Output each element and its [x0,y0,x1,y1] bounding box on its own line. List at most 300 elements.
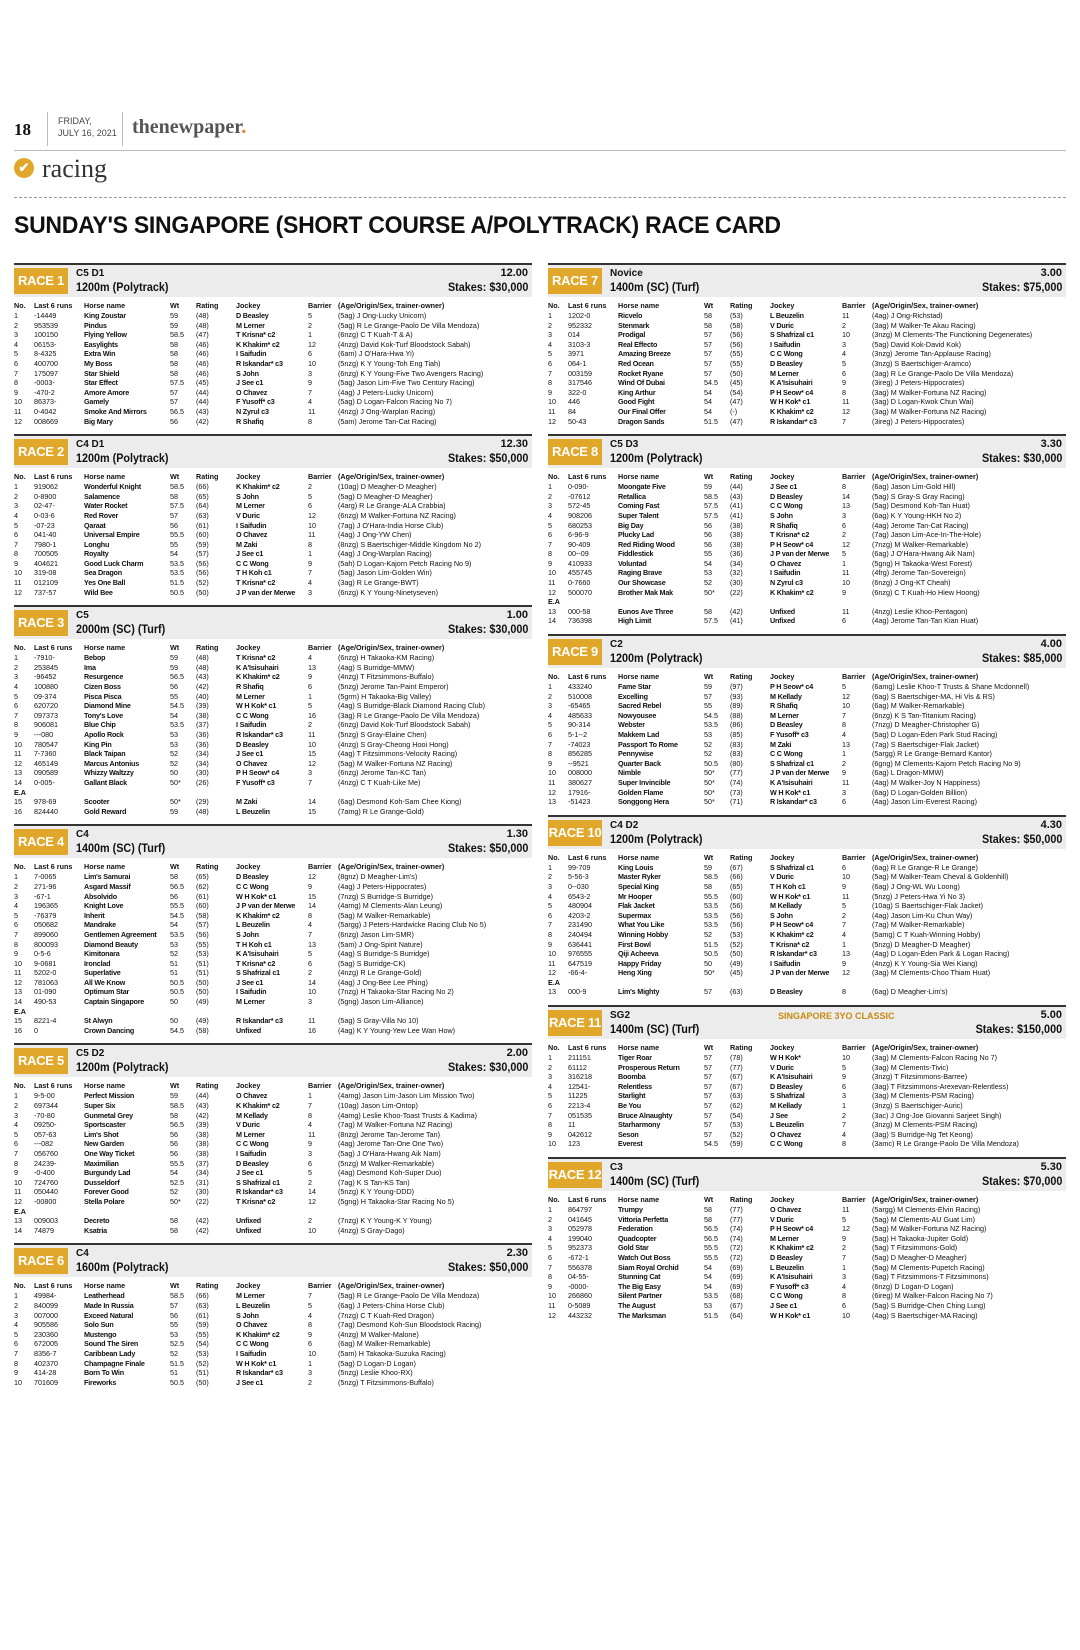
cell-horse: Bruce Alnaughty [618,1110,673,1120]
table-row [14,701,532,711]
cell-wt: 53.5 [170,568,184,578]
cell-no: 5 [14,1329,18,1339]
cell-runs: 050440 [34,1187,58,1197]
cell-wt: 57.5 [704,616,718,626]
column-header-info: (Age/Origin/Sex, trainer-owner) [872,1195,979,1204]
cell-info: (5gng) Jason Lim-Alliance) [338,997,424,1007]
cell-info: (5argg) M Clements-Elvin Racing) [872,1205,981,1214]
cell-no: 14 [14,1225,22,1235]
cell-barrier: 7 [308,568,312,578]
cell-info: (6gng) M Clements-Kajorn Petch Racing No 9) [872,758,1021,768]
table-row [14,978,532,988]
table-row [548,378,1066,388]
table-row [548,749,1066,759]
cell-runs: 056760 [34,1149,58,1158]
cell-info: (5ag) M Clements-AU Guat Lim) [872,1214,976,1224]
cell-barrier: 11 [308,1016,316,1026]
cell-runs: 433240 [568,682,592,692]
cell-no: 2 [548,1214,552,1224]
table-row [548,872,1066,882]
dateline-date: JULY 16, 2021 [58,128,117,138]
cell-horse: Pennywise [618,749,654,759]
cell-info: (5ag) S Burridge-Chen Ching Lung) [872,1300,986,1310]
cell-wt: 50* [704,777,715,787]
cell-horse: Sound The Siren [84,1339,139,1349]
cell-wt: 59 [704,682,712,692]
cell-wt: 53 [704,730,712,739]
cell-runs: 410933 [568,558,592,568]
cell-barrier: 5 [308,491,312,501]
column-header-barrier: Barrier [842,1043,866,1053]
cell-jockey: P H Seow* c4 [770,1224,814,1234]
cell-horse: Born To Win [84,1368,124,1378]
cell-info: (5ag) D Meagher-D Meagher) [338,491,433,501]
dateline-day: FRIDAY, [58,116,92,126]
column-header-runs: Last 6 runs [34,301,73,310]
cell-horse: New Garden [84,1139,124,1149]
cell-wt: 52 [170,749,178,759]
cell-info: (3nzg) Jerome Tan-Applause Racing) [872,349,991,359]
emergency-acceptor-label [14,1207,532,1217]
cell-jockey: O Chavez [236,758,268,768]
cell-rating: (59) [196,1320,209,1330]
race-table [548,300,1066,426]
race-card [14,263,532,426]
cell-no: 11 [14,1187,22,1197]
table-row [14,417,532,427]
cell-rating: (29) [196,797,209,807]
cell-jockey: S Shafrizal c1 [236,968,280,978]
cell-rating: (66) [730,872,743,882]
cell-barrier: 4 [842,929,846,939]
cell-wt: 53 [704,568,712,578]
column-header-horse: Horse name [84,472,126,482]
brand-name: thenewpaper [132,116,242,138]
cell-no: 4 [548,891,552,901]
cell-no: 2 [14,881,18,891]
column-header-barrier: Barrier [842,672,866,682]
cell-barrier: 2 [308,720,312,730]
cell-horse: Marcus Antonius [84,758,140,768]
cell-horse: Passport To Rome [618,739,678,749]
race-distance: 1600m (Polytrack) [76,1260,169,1275]
table-row [14,1026,532,1036]
cell-runs: 404621 [34,558,58,568]
cell-info: (6ag) J Ong-WL Wu Loong) [872,881,960,891]
cell-horse: Superlative [84,968,121,978]
cell-info: (5am) J Ong-Spirit Nature) [338,939,423,949]
cell-info: (4ag) D Logan-Eden Park & Logan Racing) [872,949,1010,959]
table-row [14,749,532,759]
table-header-row [14,300,532,311]
race-badge: RACE 12 [548,1162,602,1188]
cell-no: 9 [14,949,18,959]
cell-jockey: F Yusoff* c3 [236,397,275,407]
cell-rating: (56) [196,929,209,939]
cell-info: (5ag) S Burridge-CK) [338,958,406,968]
table-row [14,1291,532,1301]
cell-barrier: 3 [308,1149,312,1158]
cell-jockey: V Duric [770,872,794,882]
cell-wt: 58 [170,368,178,378]
cell-horse: Good Luck Charm [84,558,144,568]
cell-rating: (56) [730,910,743,920]
cell-wt: 54.5 [704,710,718,720]
cell-wt: 57.5 [704,501,718,511]
table-row [548,482,1066,492]
table-row [548,682,1066,692]
cell-rating: (65) [196,872,209,882]
column-header-rating: Rating [730,472,753,482]
cell-no: 6 [14,1139,18,1149]
cell-barrier: 6 [308,349,312,359]
cell-jockey: F Yusoff* c3 [770,730,809,739]
cell-barrier: 8 [842,1139,846,1149]
cell-no: 6 [548,1252,552,1262]
cell-wt: 59 [170,653,178,663]
cell-jockey: W H Kok* [770,1053,801,1063]
cell-info: (4ag) S Baertschiger-MA Racing) [872,1310,978,1320]
cell-rating: (63) [730,1091,743,1101]
cell-runs: 4203-2 [568,910,591,920]
cell-rating: (53) [196,1348,209,1358]
cell-runs: 905586 [34,1320,58,1330]
table-row [548,511,1066,521]
cell-no: 3 [548,330,552,340]
column-header-horse: Horse name [618,301,660,310]
race-class: C4 [76,829,89,841]
cell-no: 4 [548,339,552,349]
cell-rating: (57) [196,549,209,559]
cell-wt: 56.5 [170,672,184,682]
race-card [548,1005,1066,1149]
column-header-no: No. [14,862,26,872]
cell-jockey: M Lerner [770,710,799,720]
cell-runs: 5-1--2 [568,730,588,739]
cell-rating: (55) [730,349,743,359]
cell-rating: (63) [196,1300,209,1310]
table-row [14,1311,532,1321]
table-row [14,340,532,350]
column-header-no: No. [548,472,560,482]
cell-runs: 009003 [34,1216,58,1226]
cell-info: (5gng) H Takaoka-West Forest) [872,558,972,568]
cell-wt: 57.5 [170,501,184,511]
cell-no: 3 [14,330,18,340]
table-row [14,521,532,531]
cell-runs: 175097 [34,368,58,378]
cell-no: 12 [14,1196,22,1206]
race-table [548,671,1066,807]
table-row [14,1339,532,1349]
cell-barrier: 6 [308,1158,312,1168]
cell-horse: Wind Of Dubai [618,378,665,388]
cell-wt: 51.5 [170,578,184,588]
cell-barrier: 5 [308,1168,312,1178]
table-row [14,730,532,740]
cell-info: (4ag) Jerome Tan-Cat Racing) [872,520,969,530]
cell-info: (7nzg) C T Kuah-Red Dragon) [338,1310,435,1320]
cell-runs: 014 [568,330,580,340]
cell-jockey: T H Koh c1 [236,568,272,578]
table-row [548,388,1066,398]
cell-wt: 56 [170,1129,178,1139]
cell-rating: (51) [196,958,209,968]
cell-wt: 54 [704,558,712,568]
cell-horse: Red Riding Wood [618,539,675,549]
cell-jockey: L Beuzelin [236,1300,270,1310]
column-header-wt: Wt [170,472,180,482]
table-row [14,1178,532,1188]
cell-runs: 000-9 [568,987,587,997]
table-row [14,759,532,769]
table-row [14,378,532,388]
cell-runs: -76379 [34,910,57,920]
table-row [548,797,1066,807]
cell-barrier: 10 [308,1348,316,1358]
cell-jockey: V Duric [770,1214,794,1224]
cell-barrier: 1 [308,691,312,701]
cell-no: 3 [548,701,552,711]
cell-rating: (30) [196,1187,209,1197]
cell-info: (4ag) K Y Young-Yew Lee Wan How) [338,1025,456,1035]
cell-jockey: W H Kok* c1 [770,891,811,901]
cell-runs: 952373 [568,1243,592,1253]
table-row [14,1091,532,1101]
cell-rating: (59) [196,539,209,549]
cell-jockey: C C Wong [236,558,269,568]
table-header-row [14,861,532,872]
table-row [14,930,532,940]
cell-wt: 50 [704,958,712,968]
table-header-row [548,1194,1066,1205]
table-header-row [14,642,532,653]
cell-rating: (39) [196,1120,209,1130]
cell-wt: 54 [704,387,712,397]
cell-no: 3 [548,1072,552,1082]
cell-horse: Eunos Ave Three [618,606,674,616]
cell-jockey: I Saifudin [236,720,267,730]
table-header-row [548,471,1066,482]
race-distance: 1200m (Polytrack) [76,1060,169,1075]
cell-jockey: L Beuzelin [770,311,804,320]
race-stakes: Stakes: $85,000 [981,651,1062,666]
cell-jockey: T Krisna* c2 [236,958,276,968]
cell-horse: Yes One Ball [84,578,126,588]
cell-wt: 58.5 [704,872,718,882]
cell-rating: (53) [730,1120,743,1130]
cell-rating: (62) [196,881,209,891]
cell-rating: (54) [730,387,743,397]
cell-barrier: 2 [308,1216,312,1226]
cell-no: 1 [548,682,552,692]
cell-rating: (31) [196,1177,209,1187]
cell-runs: -51423 [568,797,591,807]
cell-info: (3ireg) J Peters-Hippocrates) [872,416,965,426]
cell-info: (8nzg) S Baertschiger-Middle Kingdom No 2) [338,539,482,549]
cell-no: 7 [14,539,18,549]
race-header [548,634,1066,668]
cell-runs: 319-08 [34,568,57,578]
table-row [548,501,1066,511]
cell-info: (4ag) Jason Lim-Everest Racing) [872,797,978,807]
cell-runs: 231490 [568,920,592,930]
cell-horse: What You Like [618,920,665,930]
cell-barrier: 14 [308,901,316,911]
cell-info: (4nzg) David Kok-Turf Bloodstock Sabah) [338,339,471,349]
cell-barrier: 2 [308,320,312,330]
cell-barrier: 2 [842,910,846,920]
cell-no: 12 [548,787,556,797]
cell-barrier: 5 [308,949,312,959]
cell-info: (6nzg) M Walker-Fortuna NZ Racing) [338,510,456,520]
cell-no: 1 [14,482,18,492]
cell-no: 4 [14,901,18,911]
cell-rating: (42) [196,1110,209,1120]
cell-barrier: 1 [842,1262,846,1272]
cell-runs: 976555 [568,949,592,959]
cell-horse: Crown Dancing [84,1025,135,1035]
cell-horse: One Way Ticket [84,1149,135,1158]
cell-jockey: C C Wong [770,1139,803,1149]
cell-horse: Red Ocean [618,358,654,368]
cell-no: 4 [14,1120,18,1130]
cell-rating: (44) [196,1091,209,1101]
column-header-horse: Horse name [618,1043,660,1053]
race-distance: 2000m (SC) (Turf) [76,622,166,637]
cell-no: 5 [14,520,18,530]
cell-info: (7nzg) S Burridge-S Burridge) [338,891,434,901]
table-row [14,1159,532,1169]
race-badge: RACE 1 [14,268,68,294]
cell-wt: 54 [704,1281,712,1291]
cell-horse: Nowyousee [618,710,657,720]
cell-rating: (73) [730,787,743,797]
cell-horse: Excelling [618,691,648,701]
cell-jockey: K A'Isisuhairi [770,1072,813,1082]
cell-horse: Blue Chip [84,720,116,730]
cell-wt: 57 [170,1300,178,1310]
cell-barrier: 10 [842,1310,850,1320]
cell-no: 7 [548,1262,552,1272]
cell-rating: (46) [196,349,209,359]
cell-horse: Star Shield [84,368,120,378]
cell-jockey: I Saifudin [770,339,801,349]
cell-no: 16 [14,1025,22,1035]
race-badge: RACE 10 [548,820,602,846]
column-header-horse: Horse name [84,1081,126,1091]
cell-barrier: 14 [842,491,850,501]
cell-barrier: 11 [308,406,316,416]
cell-runs: 49984- [34,1291,57,1301]
cell-runs: 09250- [34,1120,57,1130]
cell-runs: 322-0 [568,387,587,397]
cell-barrier: 11 [308,1129,316,1139]
cell-info: (5ag) M Walker-Remarkable) [338,910,431,920]
column-header-horse: Horse name [84,862,126,872]
cell-rating: (63) [730,987,743,997]
cell-horse: Prodigal [618,330,646,340]
column-header-no: No. [548,301,560,310]
cell-rating: (40) [196,691,209,701]
table-row [14,882,532,892]
cell-info: (6nzg) David Kok-Turf Bloodstock Sabah) [338,720,471,730]
race-badge: RACE 6 [14,1248,68,1274]
cell-horse: St Alwyn [84,1016,113,1026]
cell-runs: 61112 [568,1062,587,1072]
table-row [14,1349,532,1359]
race-class: C4 [76,1248,89,1260]
table-row [14,530,532,540]
cell-info: (5nzg) Jerome Tan-Paint Emperor) [338,682,449,692]
cell-wt: 56 [170,1139,178,1149]
cell-horse: Mandrake [84,920,116,930]
cell-barrier: 12 [308,1196,316,1206]
cell-barrier: 2 [842,320,846,330]
cell-info: (4ag) S Burridge-S Burridge) [338,949,430,959]
race-distance: 1400m (SC) (Turf) [610,1022,700,1037]
cell-rating: (65) [730,881,743,891]
table-row [14,1111,532,1121]
cell-jockey: M Lerner [770,1233,799,1243]
race-table [14,471,532,597]
cell-horse: Stella Polare [84,1196,125,1206]
race-stakes: Stakes: $70,000 [981,1174,1062,1188]
cell-info: (4ag) J Ong-YW Chen) [338,530,412,540]
cell-info: (6nzg) J Ong-KT Cheah) [872,578,951,588]
cell-horse: My Boss [84,358,113,368]
cell-runs: 697344 [34,1101,58,1111]
cell-barrier: 4 [308,653,312,663]
check-icon: ✔ [14,158,34,178]
cell-barrier: 9 [308,1329,312,1339]
cell-info: (6ag) J Peters-China Horse Club) [338,1300,445,1310]
cell-wt: 57 [170,387,178,397]
cell-jockey: T H Koh c1 [770,881,806,891]
cell-horse: Lim's Shot [84,1129,119,1139]
cell-jockey: J See c1 [236,549,264,559]
cell-rating: (69) [730,1262,743,1272]
cell-barrier: 11 [308,730,316,739]
cell-no: 6 [548,910,552,920]
cell-barrier: 7 [308,929,312,939]
cell-info: (4nzg) R Le Grange-Gold) [338,968,422,978]
table-row [548,417,1066,427]
cell-no: 6 [548,358,552,368]
race-badge: RACE 3 [14,610,68,636]
column-header-barrier: Barrier [308,1281,332,1291]
cell-rating: (36) [196,730,209,739]
column-header-horse: Horse name [84,643,126,653]
cell-horse: Retallica [618,491,646,501]
cell-no: 11 [14,968,22,978]
cell-barrier: 6 [842,797,846,807]
column-header-barrier: Barrier [308,643,332,653]
cell-info: (3ag) R Le Grange-Paolo De Villa Mendoza) [338,710,480,720]
race-table [14,1080,532,1235]
table-row [14,321,532,331]
cell-runs: 780547 [34,739,58,749]
cell-barrier: 12 [842,968,850,978]
race-card [14,605,532,816]
table-row [14,349,532,359]
cell-jockey: R Iskandar* c3 [236,1016,283,1026]
cell-info: (5ag) Jason Lim-Five Two Century Racing) [338,378,475,388]
cell-no: 9 [548,939,552,949]
column-header-info: (Age/Origin/Sex, trainer-owner) [872,1043,979,1053]
cell-no: 10 [14,568,22,578]
cell-rating: (43) [730,491,743,501]
